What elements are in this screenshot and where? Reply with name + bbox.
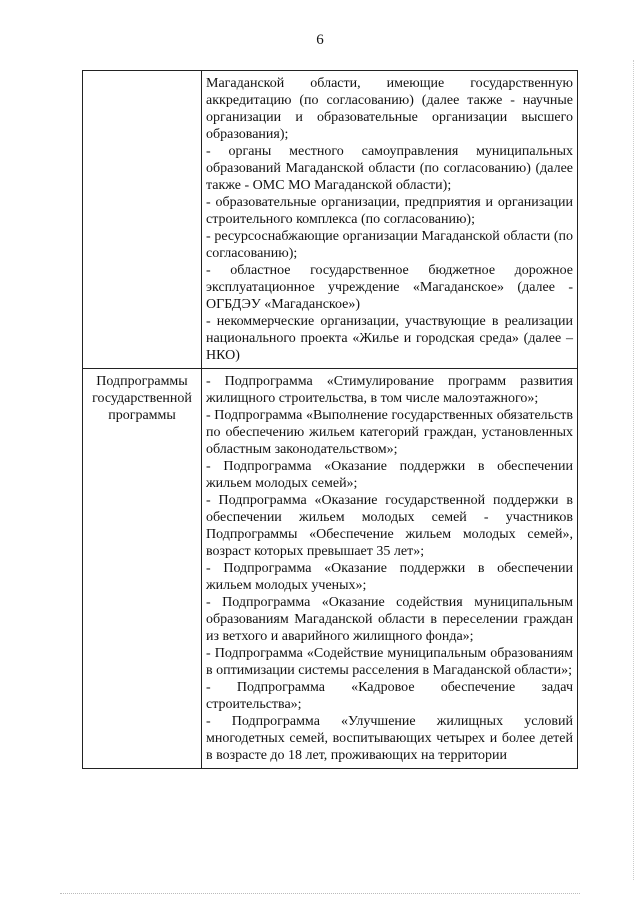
page-number: 6 — [316, 32, 324, 48]
subprogram-item: - Подпрограмма «Оказание содействия муниципальным образованиям Магаданской области в переселении граждан из ветхого и аварийного жилищного фонда»; — [206, 595, 573, 644]
participant-item: - ресурсоснабжающие организации Магаданской области (по согласованию); — [206, 229, 573, 261]
table-row-subprograms — [83, 369, 578, 769]
scan-edge-divider — [60, 893, 580, 894]
subprogram-item: - Подпрограмма «Оказание поддержки в обеспечении жильем молодых ученых»; — [206, 561, 573, 593]
subprogram-item: - Подпрограмма «Оказание поддержки в обеспечении жильем молодых семей»; — [206, 459, 573, 491]
participant-item: - органы местного самоуправления муниципальных образований Магаданской области (по согласованию) (далее также - ОМС МО Магаданской области); — [206, 144, 573, 193]
subprogram-item: - Подпрограмма «Стимулирование программ развития жилищного строительства, в том числе малоэтажного»; — [206, 374, 573, 406]
table-row-participants — [83, 71, 578, 369]
participant-item: Магаданской области, имеющие государственную аккредитацию (по согласованию) (далее также - научные организации и образовательные организации высшего образования); — [206, 76, 573, 142]
participant-item: - образовательные организации, предприятия и организации строительного комплекса (по согласованию); — [206, 195, 573, 227]
participant-item: - областное государственное бюджетное дорожное эксплуатационное учреждение «Магаданское» (далее - ОГБДЭУ «Магаданское») — [206, 263, 573, 312]
participant-item: - некоммерческие организации, участвующие в реализации национального проекта «Жилье и городская среда» (далее – НКО) — [206, 314, 573, 363]
subprogram-item: - Подпрограмма «Улучшение жилищных условий многодетных семей, воспитывающих четырех и более детей в возрасте до 18 лет, проживающих на территории — [206, 714, 573, 763]
row-label-subprograms: Подпрограммы государственной программы — [83, 369, 202, 769]
subprogram-item: - Подпрограмма «Кадровое обеспечение задач строительства»; — [206, 680, 573, 712]
scan-edge-divider — [633, 60, 634, 880]
subprograms-cell — [202, 369, 578, 769]
program-passport-table — [82, 70, 578, 769]
subprogram-item: - Подпрограмма «Оказание государственной поддержки в обеспечении жильем молодых семей - участников Подпрограммы «Обеспечение жильем молодых семей», возраст которых превышает 35 лет»; — [206, 493, 573, 559]
row-label-empty — [83, 71, 202, 369]
subprogram-item: - Подпрограмма «Выполнение государственных обязательств по обеспечению жильем категорий граждан, установленных областным законодательством»; — [206, 408, 573, 457]
subprogram-item: - Подпрограмма «Содействие муниципальным образованиям в оптимизации системы расселения в Магаданской области»; — [206, 646, 573, 678]
participants-cell — [202, 71, 578, 369]
